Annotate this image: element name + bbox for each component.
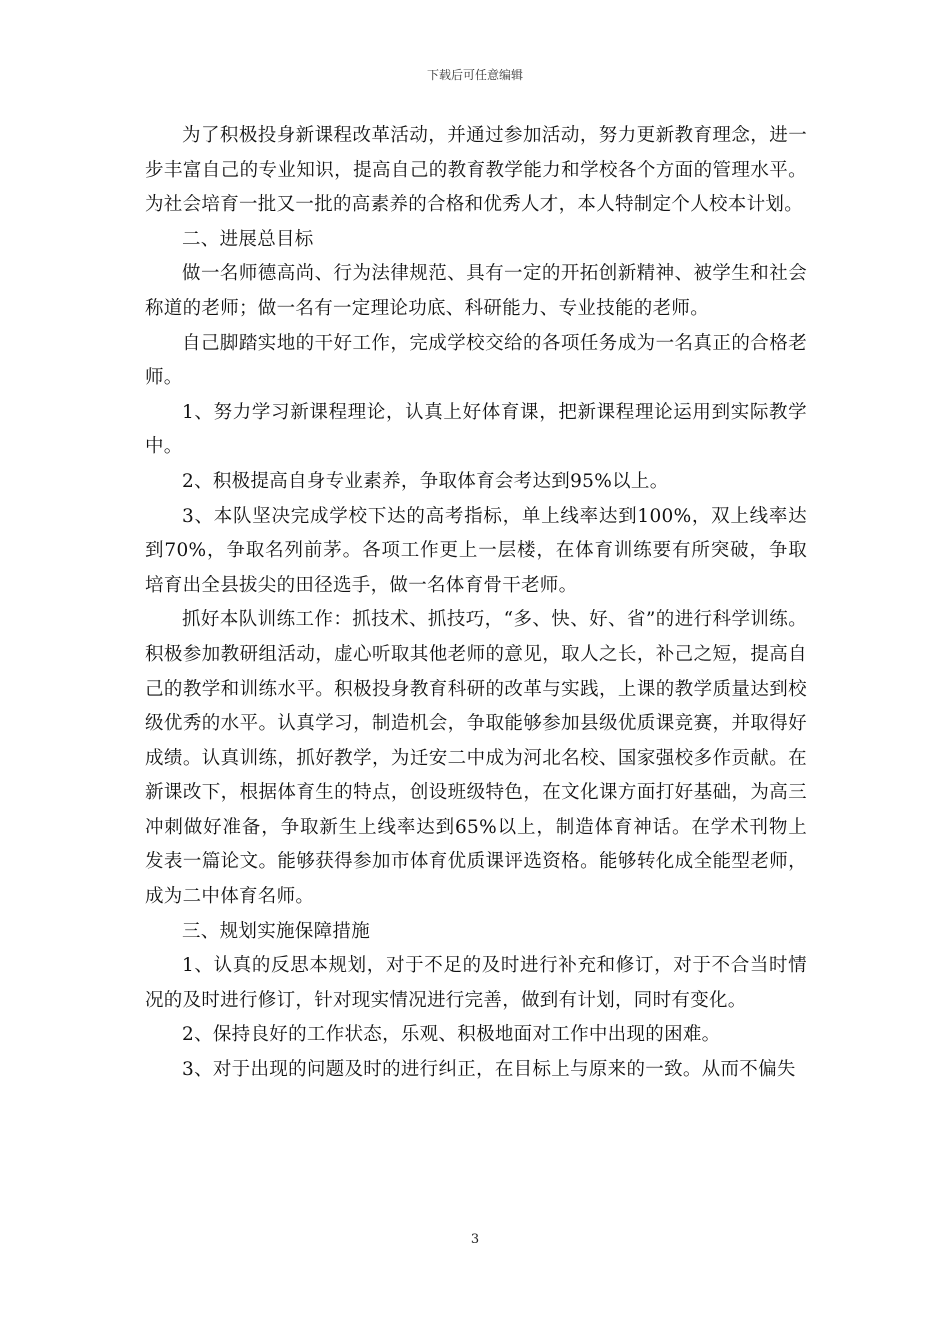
paragraph-training: 抓好本队训练工作：抓技术、抓技巧，“多、快、好、省”的进行科学训练。积极参加教研组活动，虚心听取其他老师的意见，取人之长，补己之短，提高自己的教学和训练水平。积极投身教育科研的改革与实践，上课的教学质量达到校级优秀的水平。认真学习，制造机会，争取能够参加县级优质课竞赛，并取得好成绩。认真训练，抓好教学，为迁安二中成为河北名校、国家强校多作贡献。在新课改下，根据体育生的特点，创设班级特色，在文化课方面打好基础，为高三冲刺做好准备，争取新生上线率达到65%以上，制造体育神话。在学术刊物上发表一篇论文。能够获得参加市体育优质课评选资格。能够转化成全能型老师，成为二中体育名师。 xyxy=(145,609,807,908)
document-body xyxy=(145,119,807,1088)
section-heading-measures: 三、规划实施保障措施 xyxy=(182,920,371,942)
measure-item-3: 3、对于出现的问题及时的进行纠正，在目标上与原来的一致。从而不偏失 xyxy=(182,1059,796,1081)
list-item-2: 2、积极提高自身专业素养，争取体育会考达到95%以上。 xyxy=(182,470,669,492)
list-item-3: 3、本队坚决完成学校下达的高考指标，单上线率达到100%，双上线率达到70%，争取名列前茅。各项工作更上一层楼，在体育训练要有所突破，争取培育出全县拔尖的田径选手，做一名体育骨干老师。 xyxy=(145,505,807,596)
list-item-1: 1、努力学习新课程理论，认真上好体育课，把新课程理论运用到实际教学中。 xyxy=(145,401,807,458)
measure-item-2: 2、保持良好的工作状态，乐观、积极地面对工作中出现的困难。 xyxy=(182,1024,721,1046)
measure-item-1: 1、认真的反思本规划，对于不足的及时进行补充和修订，对于不合当时情况的及时进行修订，针对现实情况进行完善，做到有计划，同时有变化。 xyxy=(145,955,807,1011)
page-number: 3 xyxy=(470,1232,480,1247)
page-header: 下载后可任意编辑 xyxy=(426,68,523,82)
paragraph-goal-teacher: 做一名师德高尚、行为法律规范、具有一定的开拓创新精神、被学生和社会称道的老师；做一名有一定理论功底、科研能力、专业技能的老师。 xyxy=(145,263,807,319)
paragraph-intro: 为了积极投身新课程改革活动，并通过参加活动，努力更新教育理念，进一步丰富自己的专业知识，提高自己的教育教学能力和学校各个方面的管理水平。为社会培育一批又一批的高素养的合格和优秀人才，本人特制定个人校本计划。 xyxy=(145,125,807,216)
section-heading-goals: 二、进展总目标 xyxy=(182,228,314,250)
paragraph-goal-work: 自己脚踏实地的干好工作，完成学校交给的各项任务成为一名真正的合格老师。 xyxy=(145,332,807,389)
